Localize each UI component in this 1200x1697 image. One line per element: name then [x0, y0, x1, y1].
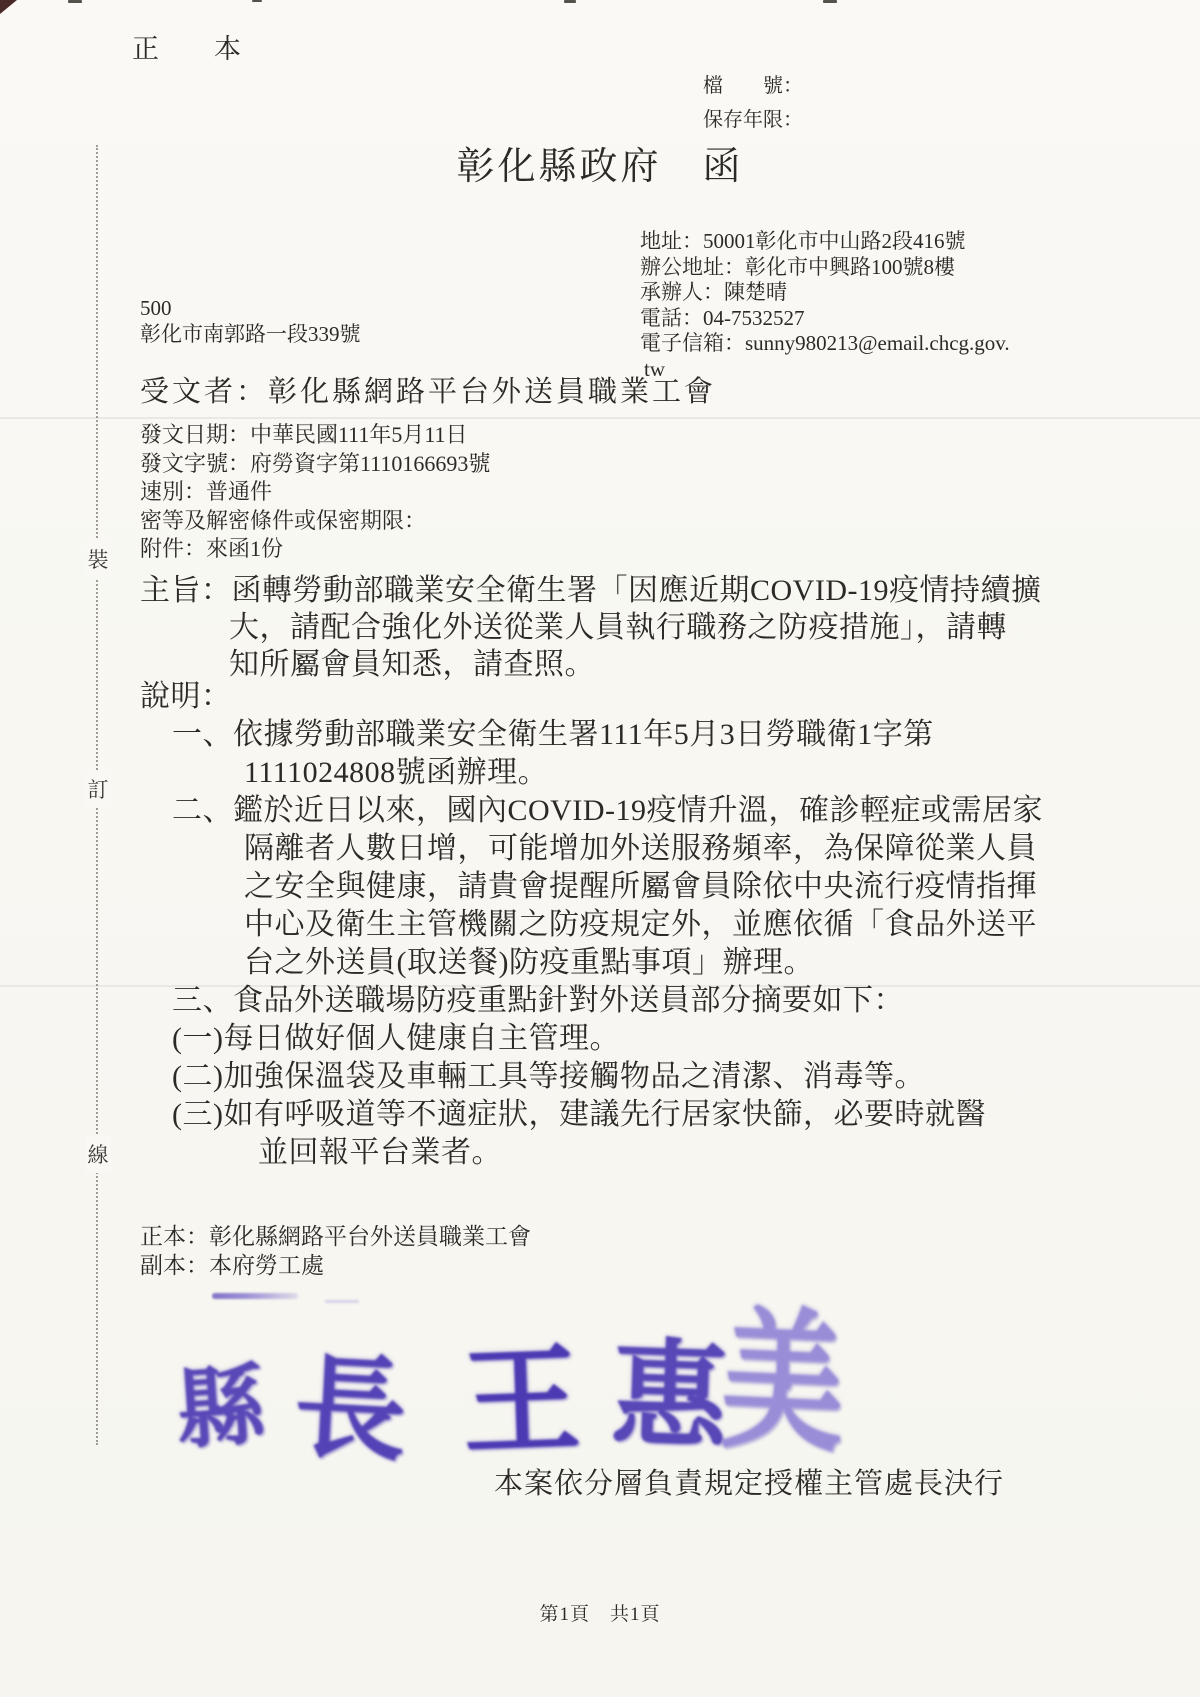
original-copy-line: 正本：彰化縣網路平台外送員職業工會 [140, 1224, 531, 1249]
explanation-item3-sub1: (一)每日做好個人健康自主管理。 [172, 1022, 620, 1055]
explanation-item3-sub3: (三)如有呼吸道等不適症狀，建議先行居家快篩，必要時就醫 [172, 1098, 986, 1131]
explanation-item2: 二、鑑於近日以來，國內COVID-19疫情升溫，確診輕症或需居家 [172, 794, 1043, 827]
explanation-item1-cont: 1111024808號函辦理。 [244, 756, 549, 789]
issue-date: 發文日期：中華民國111年5月11日 [140, 422, 468, 447]
document-number: 發文字號：府勞資字第1110166693號 [140, 450, 491, 476]
explanation-item2-cont: 隔離者人數日增，可能增加外送服務頻率，為保障從業人員 [244, 832, 1037, 865]
agency-email-line2: tw [644, 356, 665, 381]
file-number-label: 檔 號： [703, 75, 803, 97]
binding-mark-zhuang: 裝 [85, 540, 111, 578]
stamp-char: 長 [291, 1346, 410, 1476]
page-number-footer: 第1頁 共1頁 [539, 1604, 661, 1625]
stamp-char: 王 [460, 1334, 583, 1471]
recipient-line: 受文者：彰化縣網路平台外送員職業工會 [140, 376, 717, 408]
explanation-item1: 一、依據勞動部職業安全衛生署111年5月3日勞職衛1字第 [172, 718, 934, 751]
stamp-ink-smudge [212, 1293, 298, 1299]
explanation-section [140, 678, 1043, 1172]
copies-block [140, 1222, 531, 1280]
document-title: 彰化縣政府 函 [456, 146, 744, 188]
scan-speck [823, 0, 837, 3]
document-meta-block [140, 421, 490, 564]
scan-speck [564, 0, 576, 3]
agency-address: 地址：50001彰化市中山路2段416號 [640, 229, 966, 253]
agency-office-address: 辦公地址：彰化市中興路100號8樓 [640, 254, 955, 279]
recipient-postal-code: 500 [140, 296, 172, 320]
authorization-note: 本案依分層負責規定授權主管處長決行 [494, 1468, 1005, 1500]
recipient-postal-block [140, 295, 361, 347]
subject-line: 主旨：函轉勞動部職業安全衛生署「因應近期COVID-19疫情持續擴 [140, 574, 1042, 607]
explanation-item2-cont: 之安全與健康，請貴會提醒所屬會員除依中央流行疫情指揮 [244, 870, 1037, 903]
scan-fold-line [0, 417, 1200, 419]
subject-line: 大，請配合強化外送從業人員執行職務之防疫措施」，請轉 [229, 611, 1007, 644]
recipient-street: 彰化市南郭路一段339號 [140, 322, 361, 346]
agency-email-line1: 電子信箱：sunny980213@email.chcg.gov. [640, 331, 1010, 356]
stamp-char: 美 [719, 1297, 846, 1472]
agency-contact-block [640, 229, 1010, 383]
cc-copy-line: 副本：本府勞工處 [140, 1253, 324, 1278]
explanation-item3-sub2: (二)加強保溫袋及車輛工具等接觸物品之清潔、消毒等。 [172, 1060, 925, 1093]
binding-mark-ding: 訂 [85, 770, 111, 808]
scan-corner-artifact [0, 0, 17, 14]
subject-line: 知所屬會員知悉，請查照。 [229, 648, 595, 681]
retention-period-label: 保存年限： [703, 109, 803, 131]
stamp-char: 惠 [609, 1332, 730, 1464]
delivery-speed: 速別：普通件 [140, 479, 273, 505]
agency-phone: 電話：04-7532527 [640, 305, 805, 330]
attachment-note: 附件：來函1份 [140, 536, 284, 562]
explanation-heading: 說明： [140, 680, 232, 713]
explanation-item2-cont: 中心及衛生主管機關之防疫規定外，並應依循「食品外送平 [244, 908, 1037, 941]
explanation-item3: 三、食品外送職場防疫重點針對外送員部分摘要如下： [172, 984, 904, 1017]
security-classification: 密等及解密條件或保密期限： [140, 507, 427, 533]
binding-mark-xian: 線 [85, 1135, 111, 1173]
stamp-char: 縣 [173, 1358, 268, 1461]
copy-type-label: 正 本 [132, 34, 255, 64]
explanation-item2-cont: 台之外送員(取送餐)防疫重點事項」辦理。 [244, 946, 814, 979]
scan-speck [252, 0, 262, 2]
agency-contact-person: 承辦人：陳楚晴 [640, 280, 787, 305]
explanation-item3-sub3-cont: 並回報平台業者。 [258, 1136, 502, 1169]
stamp-ink-smudge [325, 1300, 359, 1303]
subject-paragraph [140, 572, 1042, 683]
scan-speck [68, 0, 82, 3]
